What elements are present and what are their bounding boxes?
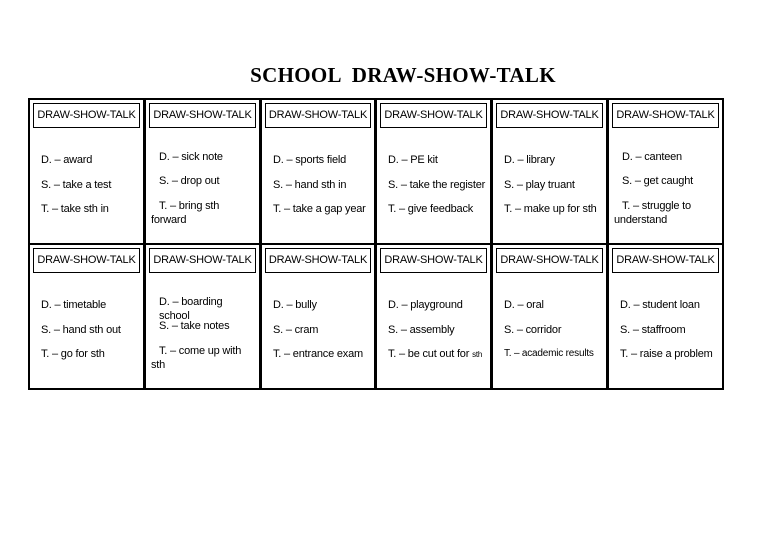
draw-word: D. – award [41,154,93,166]
card-header: DRAW-SHOW-TALK [33,103,140,128]
card-header: DRAW-SHOW-TALK [496,103,603,128]
talk-word: T. – take a gap year [273,203,366,215]
card-6 [607,98,724,245]
card-header: DRAW-SHOW-TALK [496,248,603,273]
talk-word: T. – raise a problem [620,348,713,360]
draw-word: D. – sports field [273,154,347,166]
show-word: S. – hand sth in [273,179,347,191]
card-11 [491,243,608,390]
talk-word: T. – struggle to understand [614,200,691,226]
show-word: S. – corridor [504,324,562,336]
draw-word: D. – sick note [159,151,223,163]
card-header: DRAW-SHOW-TALK [612,103,719,128]
card-7 [28,243,145,390]
card-header: DRAW-SHOW-TALK [265,103,371,128]
talk-word: T. – make up for sth [504,203,597,215]
talk-word: T. – academic results [504,348,594,359]
card-header: DRAW-SHOW-TALK [380,248,487,273]
card-3 [260,98,376,245]
card-10 [375,243,492,390]
talk-word: T. – take sth in [41,203,109,215]
draw-word: D. – oral [504,299,544,311]
card-header: DRAW-SHOW-TALK [33,248,140,273]
talk-word: T. – come up with sth [151,345,242,371]
draw-word: D. – library [504,154,555,166]
show-word: S. – get caught [622,175,693,187]
show-word: S. – take the register [388,179,486,191]
card-5 [491,98,608,245]
card-grid [28,98,724,390]
talk-word: T. – entrance exam [273,348,363,360]
draw-word: D. – playground [388,299,463,311]
show-word: S. – hand sth out [41,324,121,336]
talk-word: T. – give feedback [388,203,474,215]
show-word: S. – assembly [388,324,455,336]
draw-word: D. – student loan [620,299,700,311]
draw-word: D. – timetable [41,299,107,311]
card-header: DRAW-SHOW-TALK [612,248,719,273]
card-4 [375,98,492,245]
talk-word: T. – go for sth [41,348,105,360]
show-word: S. – take notes [159,320,230,332]
card-9 [260,243,376,390]
show-word: S. – staffroom [620,324,686,336]
card-12 [607,243,724,390]
talk-word: T. – bring sth forward [151,200,220,226]
card-header: DRAW-SHOW-TALK [265,248,371,273]
show-word: S. – cram [273,324,319,336]
card-header: DRAW-SHOW-TALK [380,103,487,128]
card-8 [144,243,261,390]
show-word: S. – play truant [504,179,575,191]
card-header: DRAW-SHOW-TALK [149,248,256,273]
talk-word: T. – be cut out for sth [388,348,483,360]
draw-word: D. – PE kit [388,154,438,166]
show-word: S. – take a test [41,179,112,191]
draw-word: D. – bully [273,299,317,311]
draw-word: D. – boarding school [159,296,223,322]
card-2 [144,98,261,245]
card-header: DRAW-SHOW-TALK [149,103,256,128]
card-1 [28,98,145,245]
draw-word: D. – canteen [622,151,682,163]
page-title: SCHOOL DRAW-SHOW-TALK [250,63,556,87]
show-word: S. – drop out [159,175,220,187]
